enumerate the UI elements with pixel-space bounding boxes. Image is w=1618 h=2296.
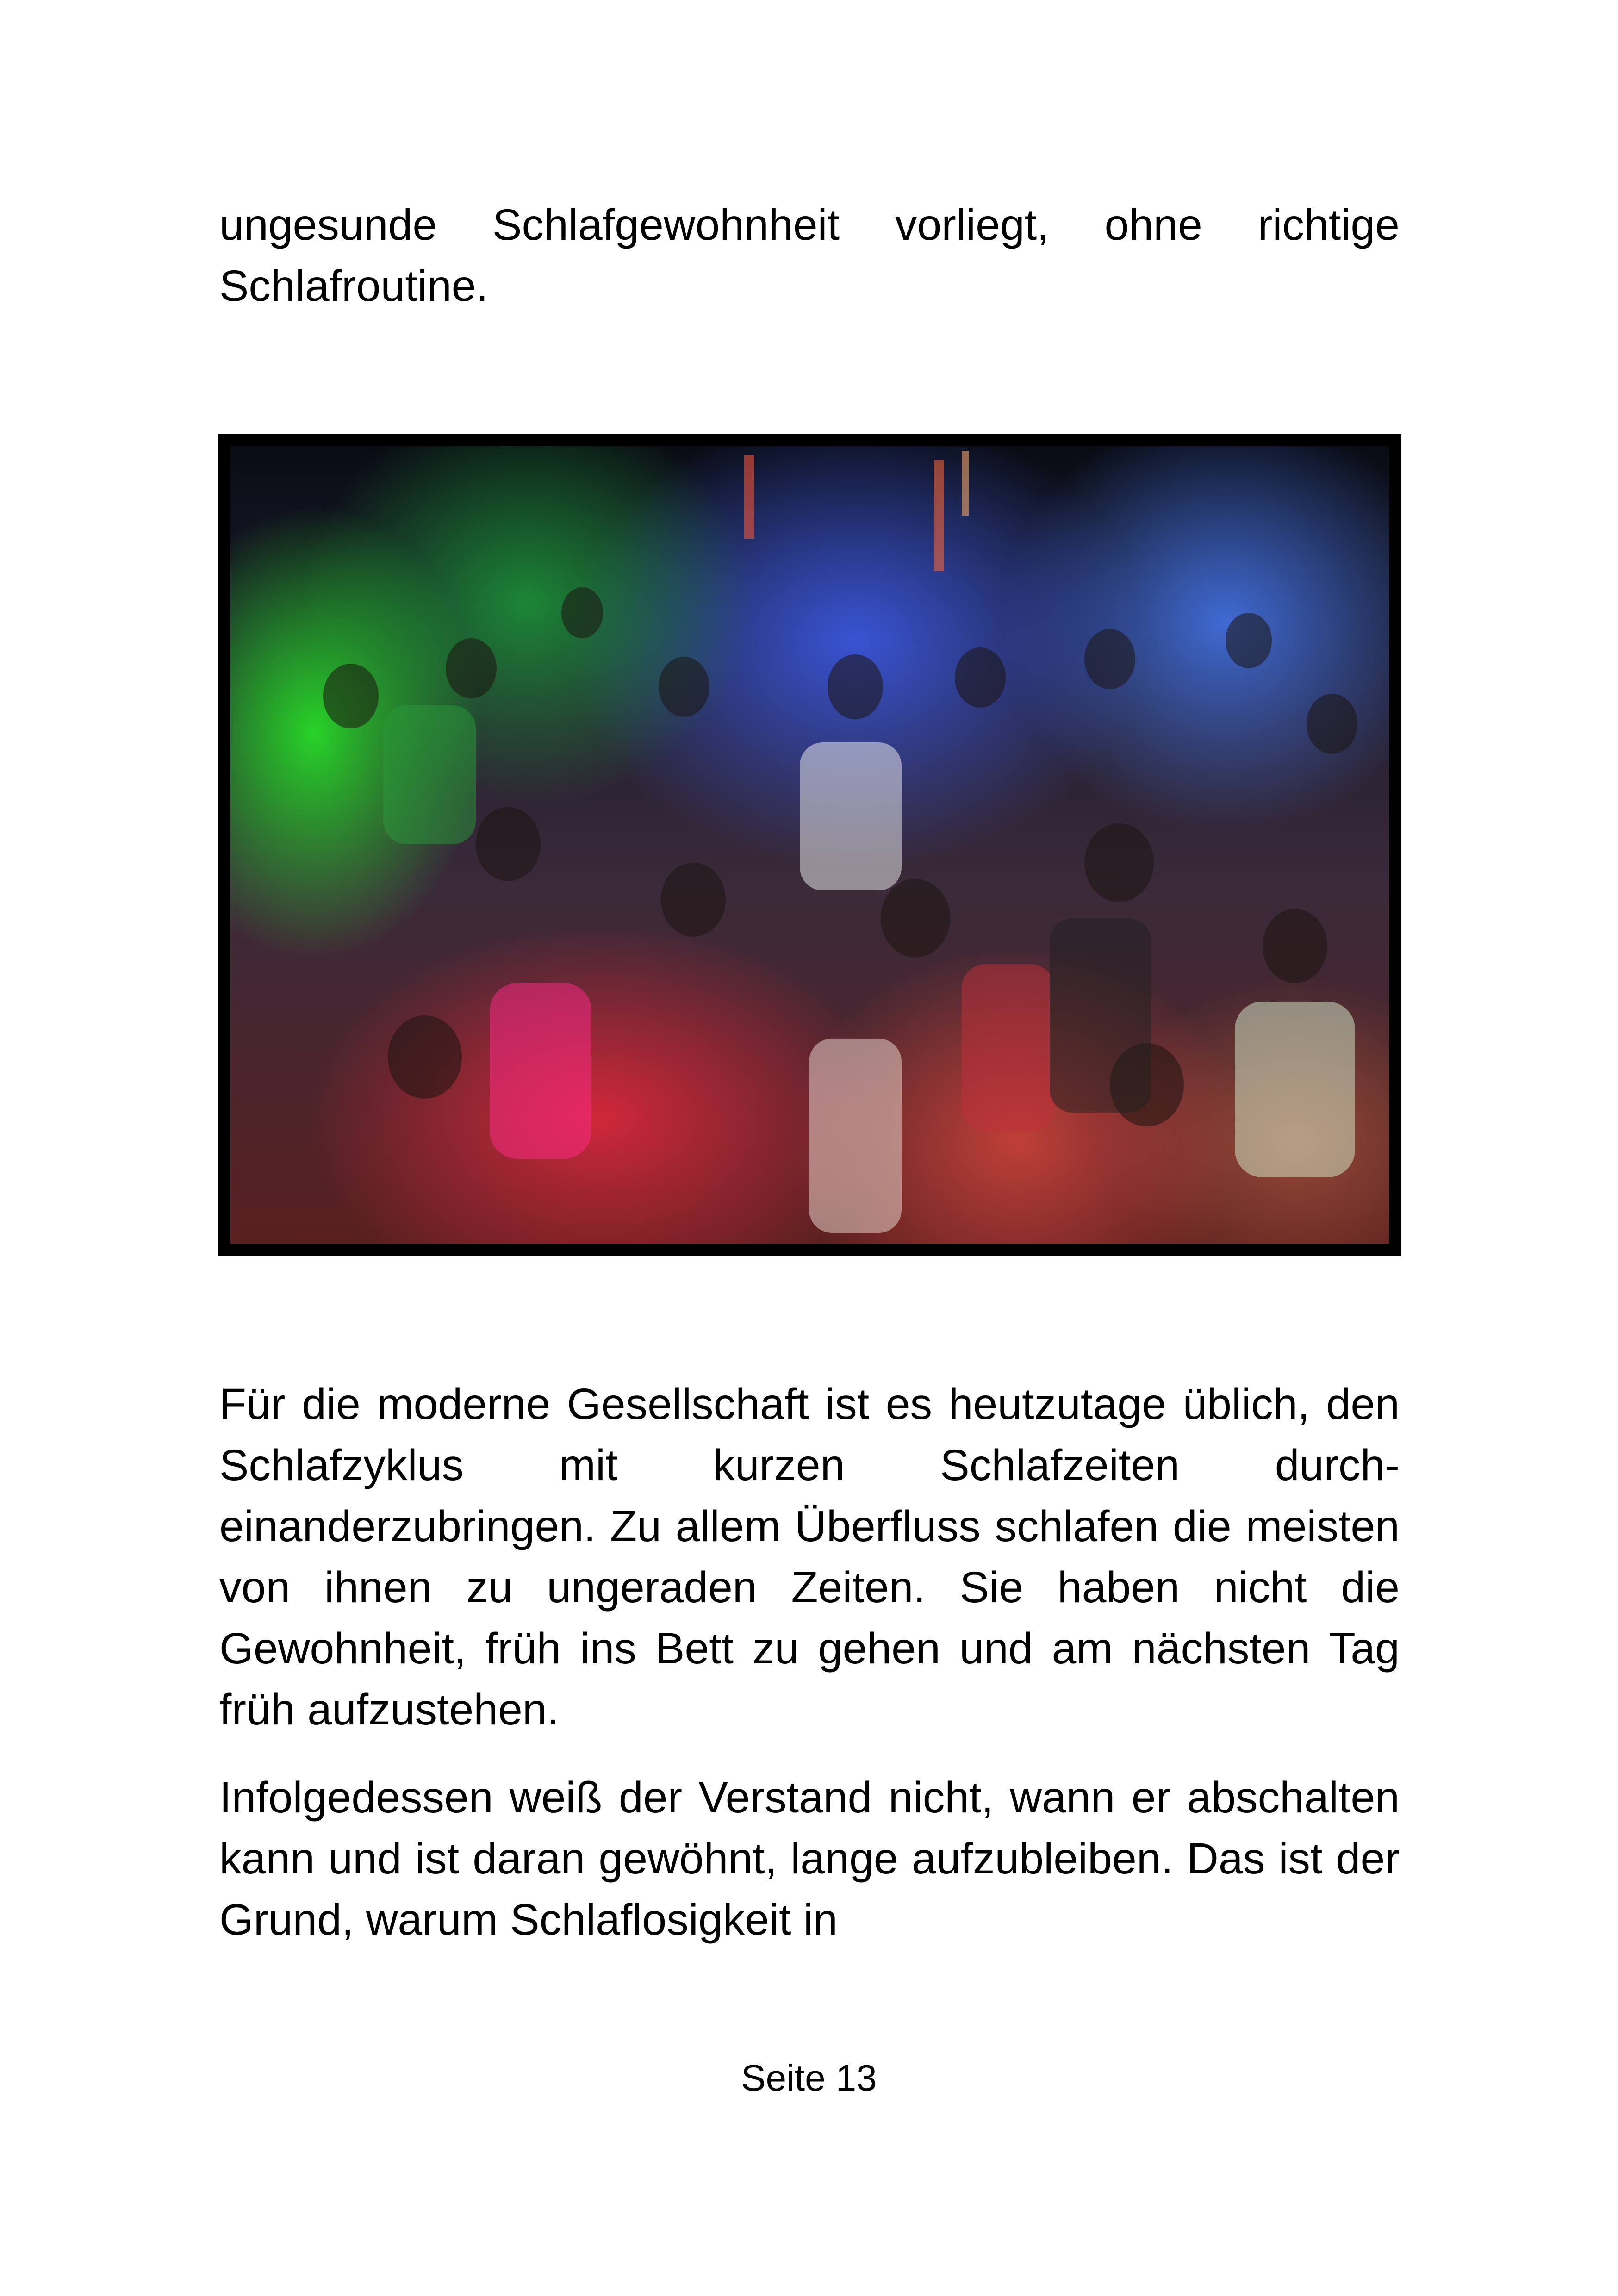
paragraph-2: Für die moderne Gesellschaft ist es heutzutage üblich, den Schlafzyklus mit kurzen Schlafzeiten durch-einanderzubringen. Zu allem Überfluss schlafen die meisten von ihnen zu ungeraden Zeiten. Sie haben nicht die Gewohnheit, früh ins Bett zu gehen und am nächsten Tag früh aufzustehen. [219, 1380, 1400, 1734]
dancing-crowd-photo [230, 446, 1389, 1244]
paragraph-1: ungesunde Schlafgewohnheit vorliegt, ohne richtige Schlafroutine. [219, 200, 1400, 311]
page-number: Seite 13 [741, 2057, 877, 2098]
paragraph-3: Infolgedessen weiß der Verstand nicht, wann er abschalten kann und ist daran gewöhnt, lange aufzubleiben. Das ist der Grund, warum Schlaflosigkeit in [219, 1773, 1400, 1944]
crowd-illustration [230, 446, 1389, 1244]
party-photo-frame [218, 434, 1401, 1256]
